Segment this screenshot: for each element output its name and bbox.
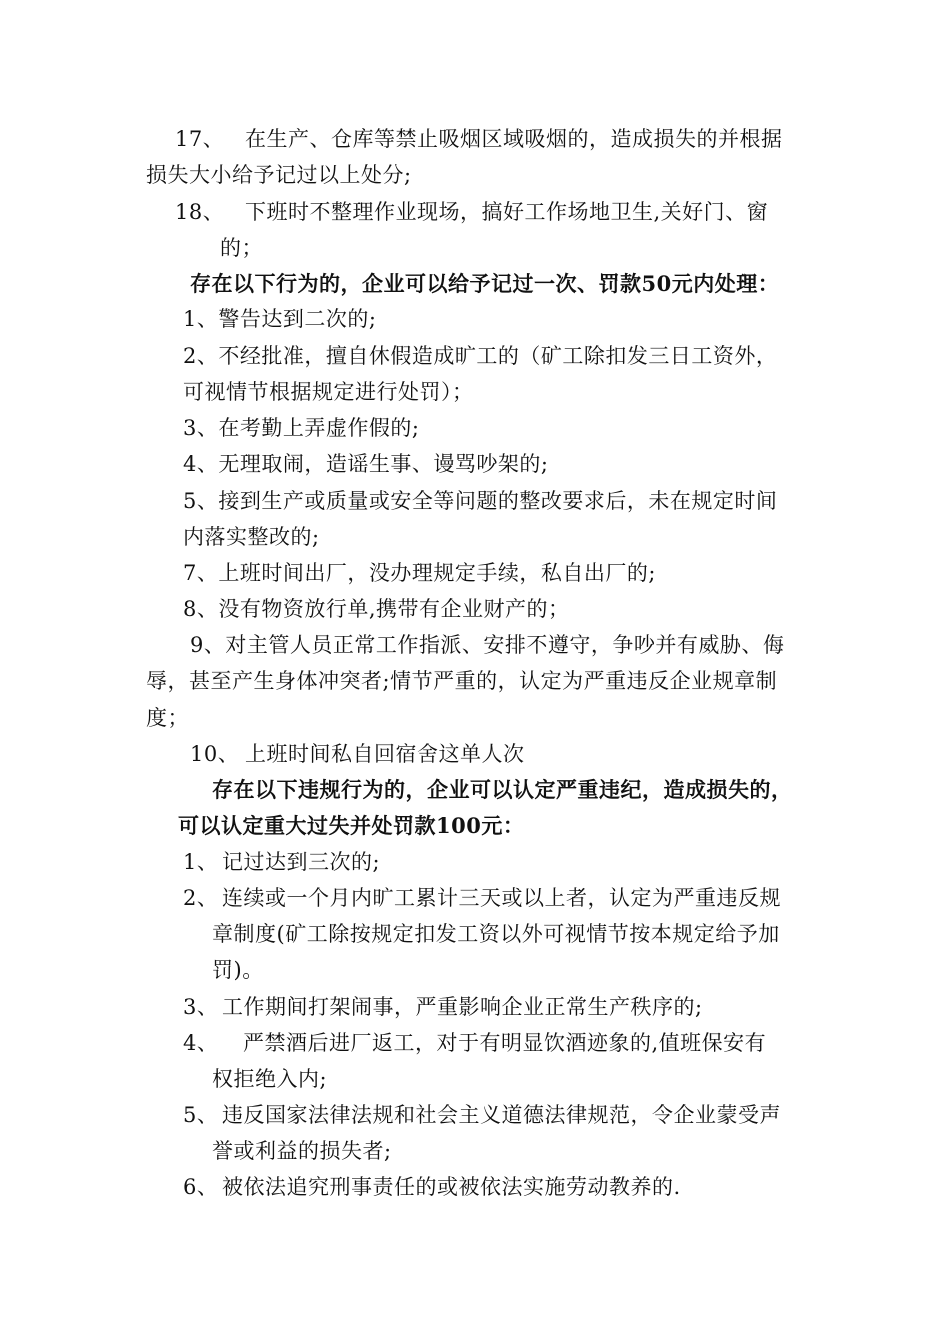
section-c-item-2-number: 2、 (183, 886, 219, 910)
item-18-text-line-1: 下班时不整理作业现场，搞好工作场地卫生,关好门、窗 (245, 200, 769, 224)
section-b-item-4: 4、无理取闹，造谣生事、谩骂吵架的; (183, 452, 549, 476)
section-b-item-2-line-1: 2、不经批准，擅自休假造成旷工的（矿工除扣发三日工资外， (183, 344, 778, 368)
section-c-item-2-line-1: 连续或一个月内旷工累计三天或以上者，认定为严重违反规 (222, 886, 781, 910)
section-b-item-10-text: 上班时间私自回宿舍这单人次 (245, 742, 525, 766)
section-c-item-4-number: 4、 (183, 1031, 219, 1055)
section-b-item-9-line-1: 9、对主管人员正常工作指派、安排不遵守，争吵并有威胁、侮 (190, 633, 785, 657)
section-b-item-1: 1、警告达到二次的; (183, 307, 377, 331)
section-b-item-8: 8、没有物资放行单,携带有企业财产的； (183, 597, 570, 621)
section-b-item-7: 7、上班时间出厂，没办理规定手续，私自出厂的; (183, 561, 656, 585)
section-c-item-2-line-3: 罚)。 (212, 958, 264, 982)
section-c-item-4-line-2: 权拒绝入内; (212, 1067, 328, 1091)
item-17-text-line-2: 损失大小给予记过以上处分; (146, 163, 412, 187)
section-b-item-2-line-2: 可视情节根据规定进行处罚）； (183, 380, 474, 404)
section-c-item-5-line-1: 违反国家法律法规和社会主义道德法律规范，令企业蒙受声 (222, 1103, 781, 1127)
section-c-heading-line-1: 存在以下违规行为的，企业可以认定严重违纪，造成损失的， (212, 777, 793, 802)
item-17-number: 17、 (175, 127, 225, 151)
section-b-item-9-line-2: 辱，甚至产生身体冲突者;情节严重的，认定为严重违反企业规章制 (146, 669, 778, 693)
section-c-item-2-line-2: 章制度(矿工除按规定扣发工资以外可视情节按本规定给予加 (212, 922, 780, 946)
section-b-item-10-number: 10、 (190, 742, 240, 766)
section-c-item-3-text: 工作期间打架闹事，严重影响企业正常生产秩序的; (222, 995, 703, 1019)
item-18-text-line-2: 的； (220, 236, 263, 260)
section-b-item-9-line-3: 度； (146, 706, 189, 730)
section-c-heading-line-2: 可以认定重大过失并处罚款100元： (178, 813, 525, 838)
item-17-text-line-1: 在生产、仓库等禁止吸烟区域吸烟的，造成损失的并根据 (245, 127, 783, 151)
section-b-heading: 存在以下行为的，企业可以给予记过一次、罚款50元内处理： (190, 271, 780, 296)
section-c-item-1-text: 记过达到三次的; (222, 850, 381, 874)
item-18-number: 18、 (175, 200, 225, 224)
section-c-item-5-number: 5、 (183, 1103, 219, 1127)
section-c-item-4-line-1: 严禁酒后进厂返工，对于有明显饮酒迹象的,值班保安有 (243, 1031, 767, 1055)
section-c-item-1-number: 1、 (183, 850, 219, 874)
section-c-item-5-line-2: 誉或利益的损失者; (212, 1139, 392, 1163)
section-b-item-5-line-1: 5、接到生产或质量或安全等问题的整改要求后，未在规定时间 (183, 489, 778, 513)
section-b-item-3: 3、在考勤上弄虚作假的; (183, 416, 420, 440)
section-b-item-5-line-2: 内落实整改的; (183, 525, 320, 549)
section-c-item-6-text: 被依法追究刑事责任的或被依法实施劳动教养的. (222, 1175, 681, 1199)
section-c-item-6-number: 6、 (183, 1175, 219, 1199)
section-c-item-3-number: 3、 (183, 995, 219, 1019)
